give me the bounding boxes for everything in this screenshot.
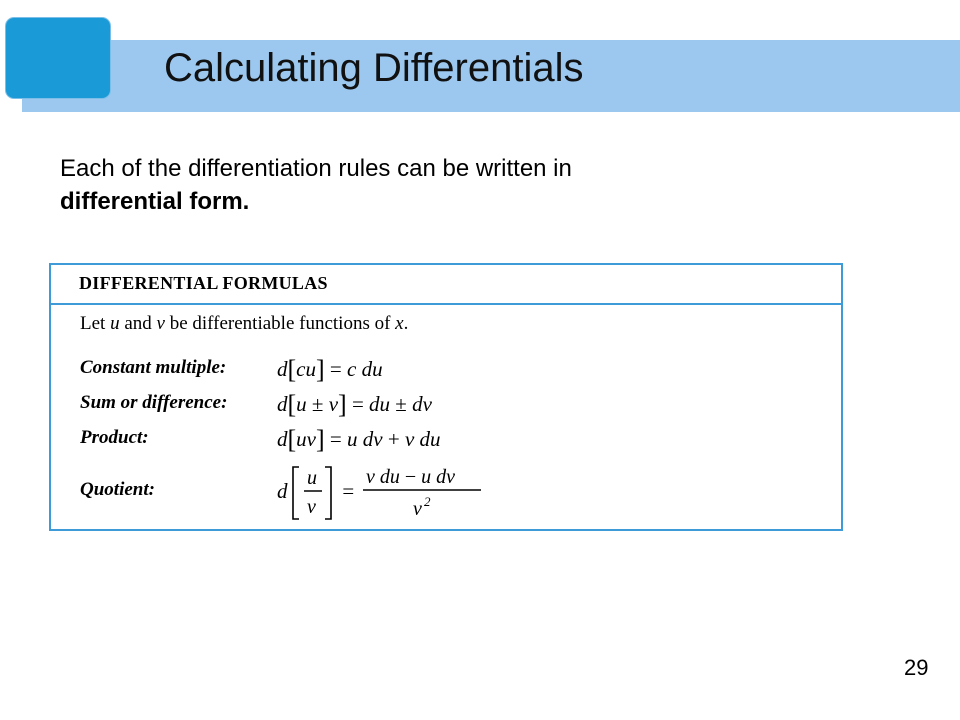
formula-product: d[uv] = u dv + v du <box>277 425 441 454</box>
svg-text:v: v <box>307 496 316 518</box>
box-header-title: DIFFERENTIAL FORMULAS <box>79 273 328 293</box>
svg-text:u: u <box>307 467 317 489</box>
svg-text:v: v <box>413 498 422 520</box>
slide-title: Calculating Differentials <box>164 46 584 90</box>
quotient-formula-graphic <box>277 461 537 525</box>
intro-paragraph <box>60 152 920 218</box>
rule-label-product: Product: <box>80 427 149 448</box>
box-header <box>51 265 841 305</box>
svg-text:2: 2 <box>424 494 431 509</box>
rule-label-quotient: Quotient: <box>80 479 155 500</box>
svg-text:v du − u dv: v du − u dv <box>366 466 456 488</box>
intro-text: Each of the differentiation rules can be written in <box>60 155 572 182</box>
svg-text:d: d <box>277 479 288 503</box>
formula-constant-multiple: d[cu] = c du <box>277 355 383 384</box>
rule-label-constant-multiple: Constant multiple: <box>80 357 227 378</box>
intro-bold-text: differential form. <box>60 188 250 215</box>
let-statement: Let u and v be differentiable functions of x. <box>80 313 409 334</box>
differential-formulas-box <box>49 263 843 531</box>
rule-label-sum-or-difference: Sum or difference: <box>80 392 228 413</box>
title-accent-square <box>6 18 110 98</box>
svg-text:=: = <box>341 479 356 503</box>
page-number: 29 <box>904 655 929 680</box>
formula-sum-or-difference: d[u ± v] = du ± dv <box>277 390 432 419</box>
